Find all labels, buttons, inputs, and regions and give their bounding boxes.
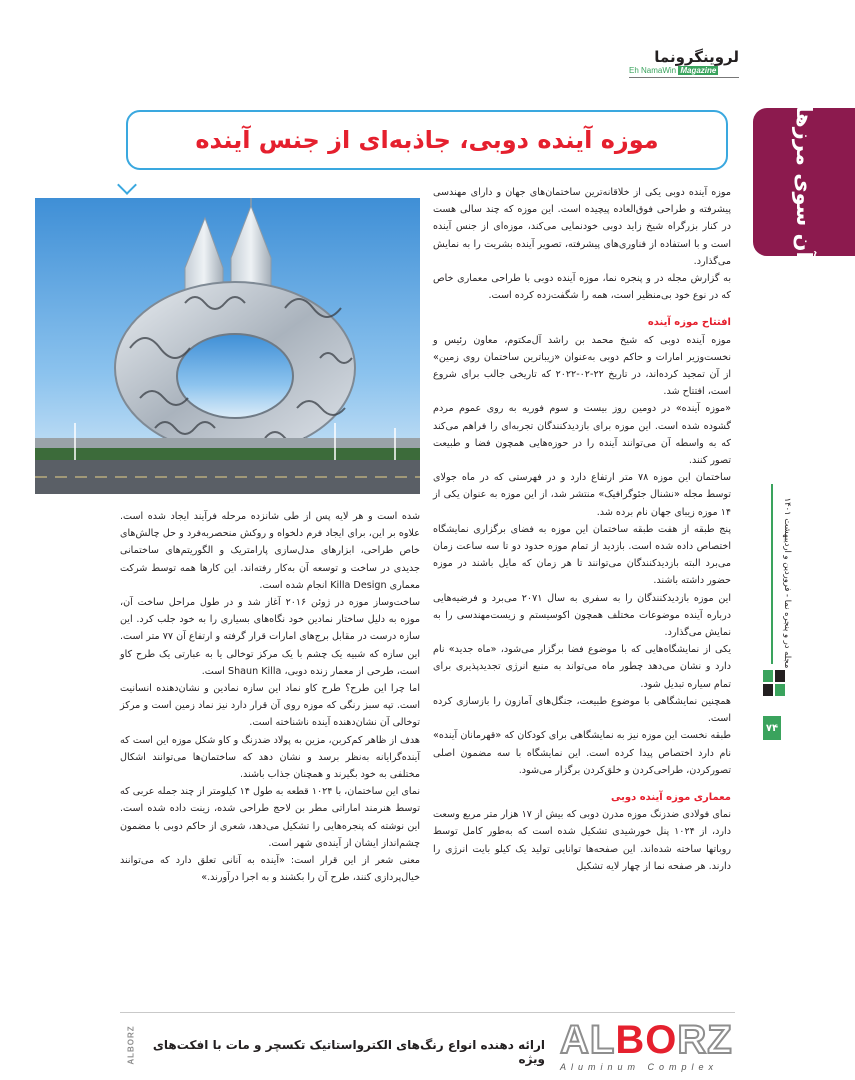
window-logo-icon [761, 668, 787, 698]
article-paragraph: یکی از نمایشگاه‌هایی که با موضوع فضا برگزار می‌شود، «ماه جدید» نام دارد و نشان می‌دهد چطور ماه می‌تواند به منبع انرژی تجدیدپذیری برای تمام سیاره تبدیل شود. [433, 644, 731, 690]
article-paragraph: شده است و هر لایه پس از طی شانزده مرحله فرآیند ایجاد شده است. علاوه بر این، برای ایجاد فرم دلخواه و روکش منحصربه‌فرد و حل چالش‌های خاص طراحی، ابزارهای مدل‌سازی پارامتریک و الگوریتم‌های ساختمانی جدیدی در ساخت و توسعه آن به‌کار رفته‌اند. این کارها همه توسط شرکت معماری Killa Design انجام شده است. [120, 511, 420, 591]
title-arrow-icon [117, 175, 137, 195]
section-tab-label: آن سوی مرزها [792, 105, 816, 259]
article-paragraph: ساخت‌وساز موزه در ژوئن ۲۰۱۶ آغاز شد و در طول مراحل ساخت آن، موزه به دلیل ساختار نمادین خود نگاه‌های بسیاری را به خود جلب کرد. این سازه درست در مقابل برج‌های امارات قرار گرفته و ارتفاع آن ۷۷ متر است. این سازه که شبیه یک چشم با یک مرکز توخالی یا به عبارتی یک طرح کاو است، طرحی از معمار زنده دوبی، Shaun Killa است. [120, 597, 420, 677]
article-paragraph: طبقه نخست این موزه نیز به نمایشگاهی برای کودکان که «قهرمانان آینده» نام دارد اختصاص پیدا کرده است. این نمایشگاه با سه مضمون اصلی تصورکردن، طراحی‌کردن و خلق‌کردن برگزار می‌شود. [433, 730, 731, 776]
article-column-left [120, 508, 420, 886]
paragraph-gap [433, 779, 731, 789]
masthead-tag: Magazine [680, 66, 717, 75]
masthead-rule [629, 77, 739, 78]
article-paragraph: ساختمان این موزه ۷۸ متر ارتفاع دارد و در فهرستی که در ماه جولای توسط مجله «نشنال جئوگرافیک» منتشر شد، از این موزه به عنوان یکی از ۱۴ موزه زیبای جهان نام برده شد. [433, 472, 731, 518]
paragraph-gap [433, 304, 731, 314]
brand-part-3: RZ [677, 1018, 733, 1062]
article-column-right [433, 184, 731, 875]
ad-divider [120, 1012, 735, 1013]
article-paragraph: موزه آینده دوبی که شیخ محمد بن راشد آل‌مکتوم، معاون رئیس و نخست‌وزیر امارات و حاکم دوبی به‌عنوان «زیباترین ساختمان روی زمین» از آن تمجید کرده‌اند، در تاریخ ۲۲-۰۲-۲۰۲۲ که تاریخی جالب برای شروع است، افتتاح شد. [433, 334, 731, 398]
page-number: ۷۴ [763, 716, 781, 740]
masthead-name: لروینگرونما [654, 48, 739, 66]
section-heading: افتتاح موزه آینده [647, 317, 731, 329]
masthead-name-en: Eh NamaWin [629, 66, 677, 75]
article-paragraph: نمای فولادی ضدزنگ موزه مدرن دوبی که بیش از ۱۷ هزار متر مربع وسعت دارد، از ۱۰۲۴ پنل خورشیدی تشکیل شده است که به‌طور کامل توسط روباتها ساخته شده‌اند. این صفحه‌ها توانایی تولید یک کیلو بایت انرژی را دارند. هر صفحه نما از چهار لایه تشکیل [433, 809, 731, 872]
article-paragraph: هدف از ظاهر کم‌کربن، مزین به پولاد ضدزنگ و کاو شکل موزه این است که آینده‌گرایانه به‌نظر برسد و نشان دهد که ساختمان‌ها می‌توانند اشکال مختلفی به خود بگیرند و همچنان جذاب باشند. [120, 734, 420, 781]
running-header-text: مجله در و پنجره نما - فروردین و اردیبهشت ۱۴۰۱ [783, 497, 793, 669]
article-paragraph: این موزه بازدیدکنندگان را به سفری به سال ۲۰۷۱ می‌برد و فرضیه‌هایی درباره آینده موضوعات مختلف همچون اکوسیستم و زیست‌مهندسی را به نمایش می‌گذارد. [433, 592, 731, 639]
museum-illustration [35, 198, 420, 494]
article-paragraph: موزه آینده دوبی یکی از خلاقانه‌ترین ساختمان‌های جهان و دارای مهندسی پیشرفته و طراحی فوق‌العاده پیچیده است. این موزه که چند سالی هست در کنار بزرگراه شیخ زاید دوبی خودنمایی می‌کند، موزه‌ای از جنس آینده است و با استفاده از فناوری‌های پیشرفته، تصویر آینده بشریت را به نمایش می‌گذارد. [433, 187, 731, 267]
article-paragraph: نمای این ساختمان، با ۱۰۲۴ قطعه به طول ۱۴ کیلومتر از چند جمله عربی که توسط هنرمند اماراتی مطر بن لاحج طراحی شده، زینت داده شده است. این نوشته که پنجره‌هایی را تشکیل می‌دهد، شعری از حاکم دوبی با مضمون چشم‌انداز ایشان از آینده‌ی شهر است. [120, 786, 420, 849]
section-heading: معماری موزه آینده دوبی [611, 791, 731, 803]
alborz-subtitle: Aluminum Complex [560, 1062, 719, 1072]
article-title: موزه آینده دوبی، جاذبه‌ای از جنس آینده [195, 126, 659, 154]
title-box [126, 110, 728, 170]
running-header [774, 497, 802, 669]
ad-side-logo [124, 1016, 138, 1074]
brand-part-1: AL [560, 1018, 616, 1062]
article-paragraph: معنی شعر از این قرار است: «آینده به آنانی تعلق دارد که می‌توانند خیال‌پردازی کنند، طرح آن را بکشند و به اجرا درآورند.» [120, 855, 420, 884]
masthead-subtitle [629, 66, 739, 75]
article-paragraph: همچنین نمایشگاهی با موضوع طبیعت، جنگل‌های آمازون را بازسازی کرده است. [433, 695, 731, 725]
ad-tagline: ارائه دهنده انواع رنگ‌های الکترواستاتیک تکسچر و مات با افکت‌های ویژه [152, 1038, 545, 1066]
running-header-rule [771, 484, 773, 664]
article-paragraph: اما چرا این طرح؟ طرح کاو نماد این سازه نمادین و نشان‌دهنده انسانیت است. تپه سبز رنگی که موزه روی آن قرار دارد نیز نماد زمین است و مرکز توخالی آن نشان‌دهنده آینده ناشناخته است. [120, 683, 420, 729]
alborz-wordmark [560, 1018, 735, 1062]
alborz-logo [560, 1018, 735, 1076]
masthead-logo [629, 48, 739, 78]
section-tab [753, 105, 855, 259]
article-paragraph: به گزارش مجله در و پنجره نما، موزه آینده دوبی با طراحی معماری خاص که در نوع خود بی‌منظیر است، همه را شگفت‌زده کرده است. [433, 273, 731, 302]
article-paragraph: پنج طبقه از هفت طبقه ساختمان این موزه به فضای برگزاری نمایشگاه اختصاص داده شده است. بازدید از تمام موزه حدود دو تا سه ساعت زمان می‌برد البته بازدیدکنندگان می‌توانند تا هر زمان که مایل باشند در موزه حضور داشته باشند. [433, 523, 731, 587]
article-paragraph: «موزه آینده» در دومین روز بیست و سوم فوریه به روی عموم مردم گشوده شده است. این موزه برای بازدیدکنندگان تجربه‌ای را فراهم می‌کند که به واسطه آن می‌توانند آینده را در حوزه‌هایی همچون فضا و طبیعت تصور کنند. [433, 403, 731, 467]
ad-side-brand: ALBORZ [126, 1025, 136, 1065]
museum-photo [35, 198, 420, 494]
brand-part-2: BO [615, 1018, 678, 1062]
